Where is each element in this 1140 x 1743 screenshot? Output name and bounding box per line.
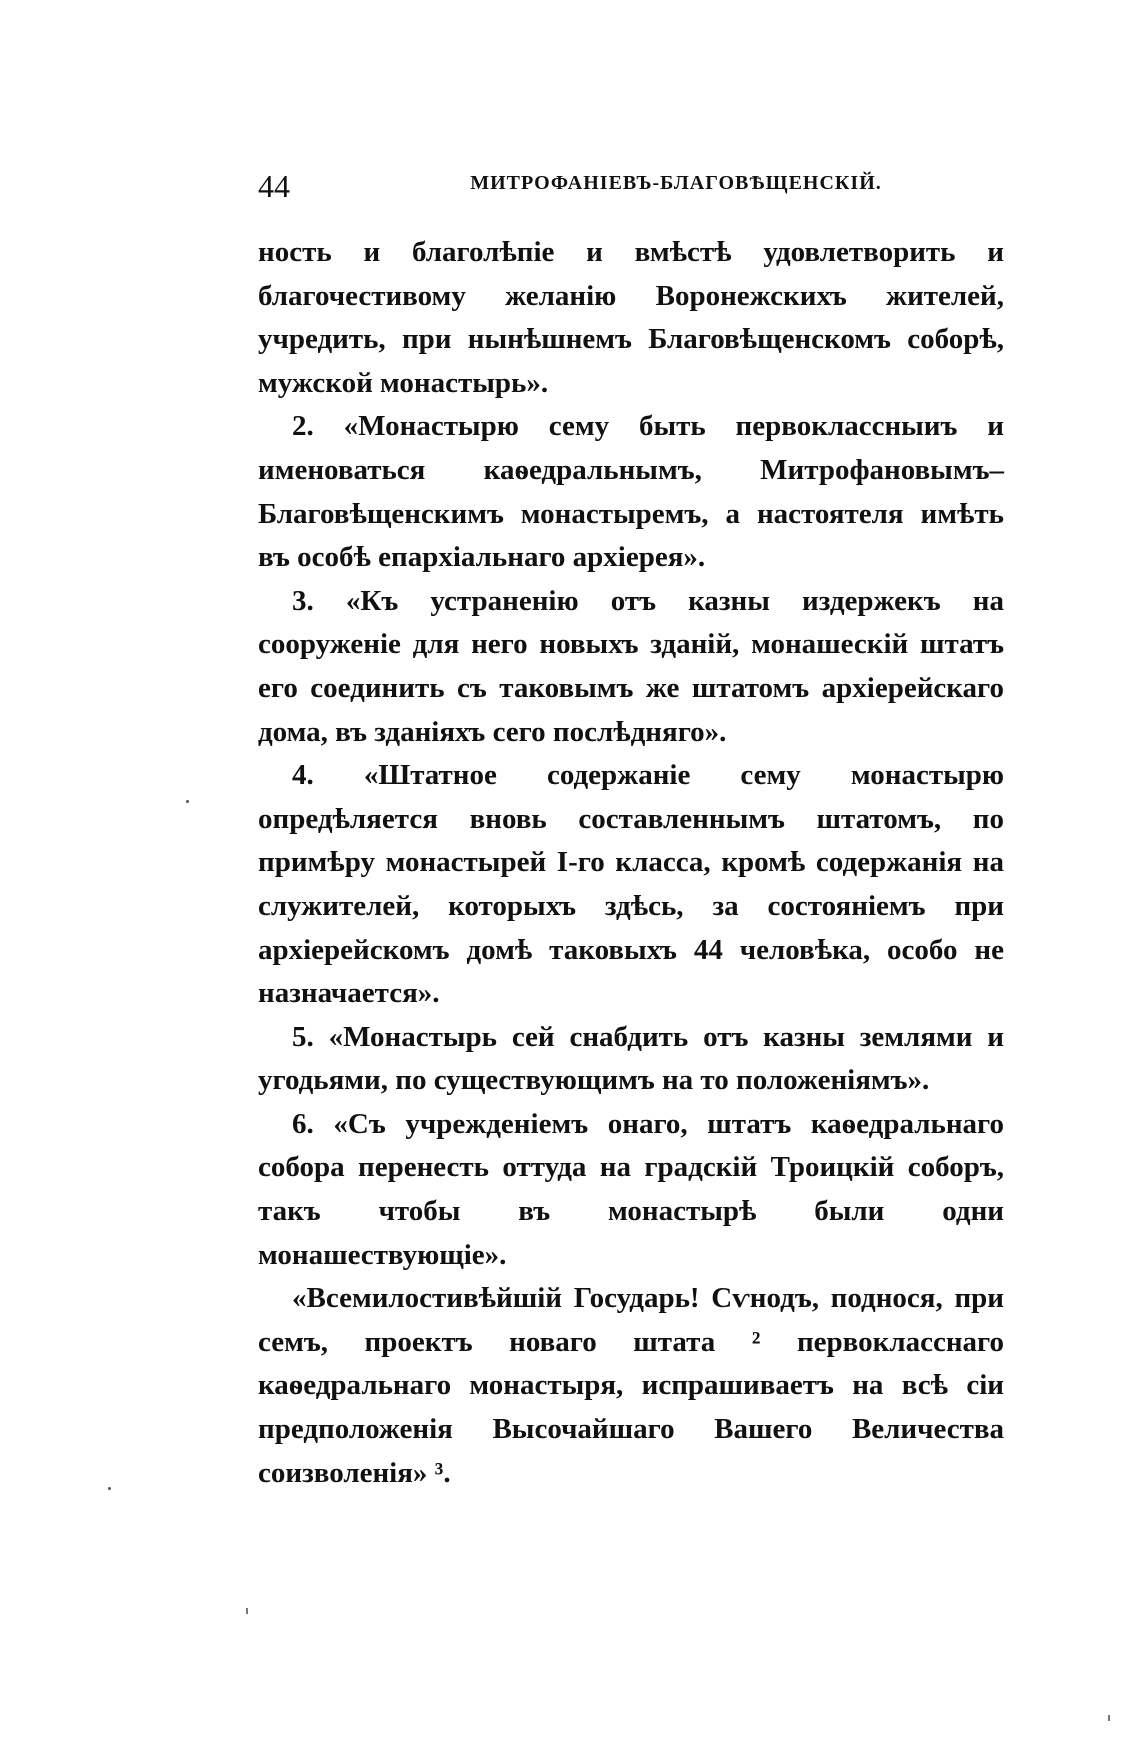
page-header <box>258 160 1004 208</box>
scan-speck <box>1108 1715 1110 1721</box>
body-text <box>258 231 1004 1495</box>
paragraph-continuation: ность и благолѣпіе и вмѣстѣ удовлетворить и благочестивому желанію Воронежскихъ жителей, учредить, при нынѣшнемъ Благовѣщенскомъ соборѣ, мужской монастырь». <box>258 236 1004 399</box>
paragraph-item-4: 4. «Штатное содержаніе сему монастырю опредѣляется вновь составленнымъ штатомъ, по примѣру монастырей I-го класса, кромѣ содержанія на служителей, которыхъ здѣсь, за состояніемъ при архіерейскомъ домѣ таковыхъ 44 человѣка, особо не назначается». <box>258 759 1004 1010</box>
paragraph-item-5: 5. «Монастырь сей снабдить отъ казны землями и угодьями, по существующимъ на то положеніямъ». <box>258 1020 1004 1097</box>
paragraph-item-2: 2. «Монастырю сему быть первоклассныиъ и именоваться каѳедральнымъ, Митрофановымъ–Благовѣщенскимъ монастыремъ, а настоятеля имѣть въ особѣ епархіальнаго архіерея». <box>258 410 1004 574</box>
scan-speck <box>186 800 189 803</box>
page-number: 44 <box>258 168 290 204</box>
paragraph-closing: «Всемилостивѣйшій Государь! Сѵнодъ, поднося, при семъ, проектъ новаго штата ² первокласснаго каѳедральнаго монастыря, испрашиваетъ на всѣ сіи предположенія Высочайшаго Вашего Величества соизволенія» ³. <box>258 1282 1004 1489</box>
paragraph-item-3: 3. «Къ устраненію отъ казны издержекъ на сооруженіе для него новыхъ зданій, монашескій штатъ его соединить съ таковымъ же штатомъ архіерейскаго дома, въ зданіяхъ сего послѣдняго». <box>258 584 1004 748</box>
scan-speck <box>108 1487 111 1490</box>
scan-speck <box>246 1608 248 1614</box>
running-head: МИТРОФАНІЕВЪ-БЛАГОВѢЩЕНСКІЙ. <box>470 172 882 194</box>
paragraph-item-6: 6. «Съ учрежденіемъ онаго, штатъ каѳедральнаго собора перенесть оттуда на градскій Троицкій соборъ, такъ чтобы въ монастырѣ были одни монашествующіе». <box>258 1107 1004 1271</box>
